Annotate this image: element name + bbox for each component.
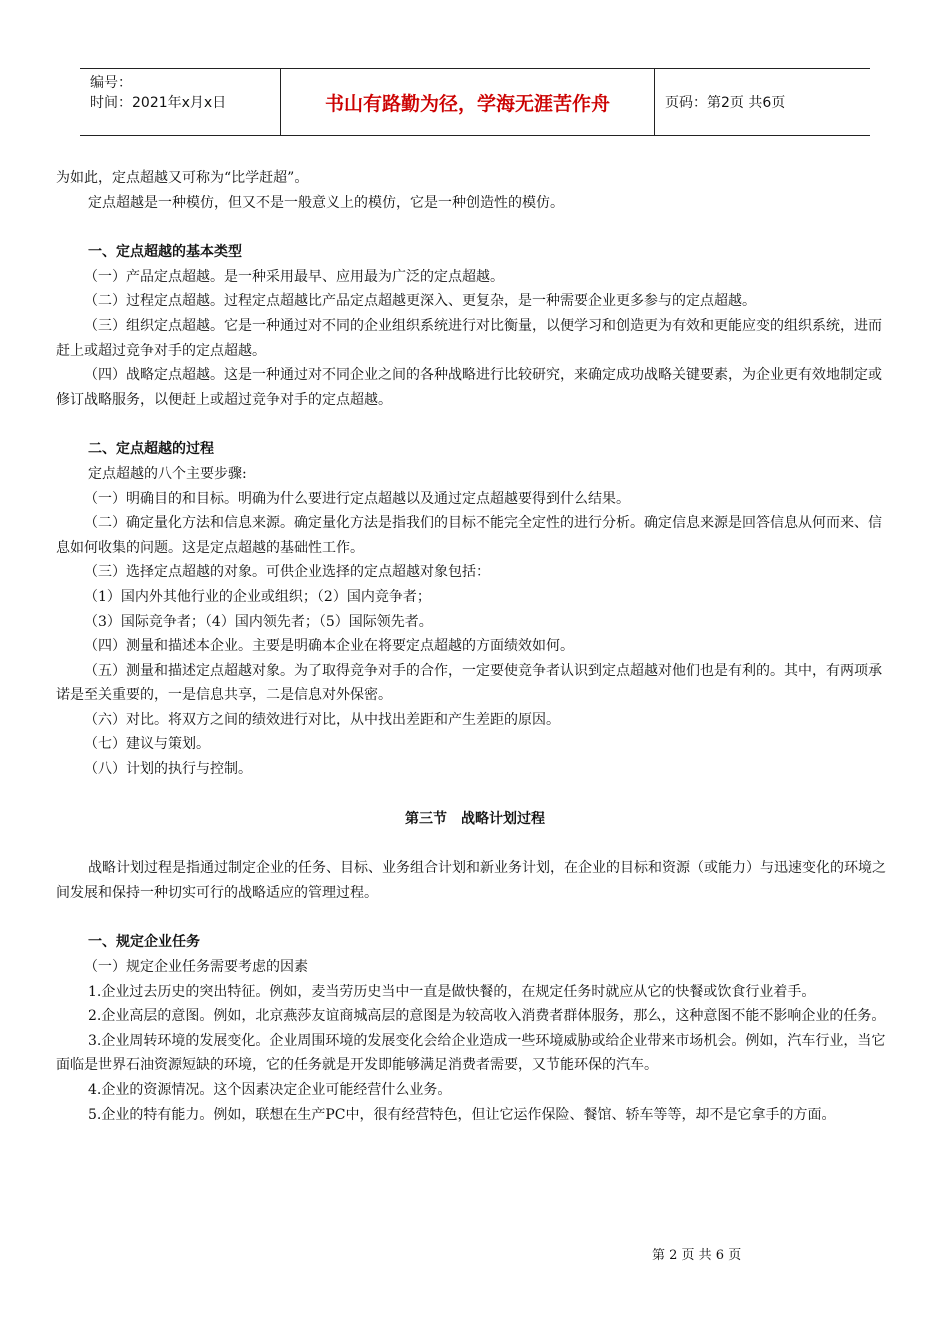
list-item: （3）国际竞争者；（4）国内领先者；（5）国际领先者。 [84,613,433,630]
chapter-section-title: 第三节 战略计划过程 [405,810,545,827]
list-item: （1）国内外其他行业的企业或组织；（2）国内竞争者； [84,588,431,605]
section-heading: 二、定点超越的过程 [88,441,214,458]
list-item: （三）选择定点超越的对象。可供企业选择的定点超越对象包括： [84,564,490,581]
list-item: （三）组织定点超越。它是一种通过对不同的企业组织系统进行对比衡量，以便学习和创造更为有效和更能应变的组织系统，进而赶上或超过竞争对手的定点超越。 [56,317,882,359]
list-item: 5.企业的特有能力。例如，联想在生产PC中，很有经营特色，但让它运作保险、餐馆、轿车等等，却不是它拿手的方面。 [88,1106,836,1123]
header-time-label: 时间：2021年x月x日 [90,95,227,111]
list-item: （五）测量和描述定点超越对象。为了取得竞争对手的合作，一定要使竞争者认识到定点超越对他们也是有利的。其中，有两项承诺是至关重要的，一是信息共享，二是信息对外保密。 [56,662,882,704]
list-item: 1.企业过去历史的突出特征。例如，麦当劳历史当中一直是做快餐的，在规定任务时就应从它的快餐或饮食行业着手。 [88,983,816,1000]
header-number-label: 编号： [90,75,132,91]
document-body [56,166,894,1127]
header-page-info: 页码：第2页 共6页 [665,95,786,111]
list-item: 4.企业的资源情况。这个因素决定企业可能经营什么业务。 [88,1082,452,1098]
list-item: （六）对比。将双方之间的绩效进行对比，从中找出差距和产生差距的原因。 [84,711,560,728]
list-item: 2.企业高层的意图。例如，北京燕莎友谊商城高层的意图是为较高收入消费者群体服务，那么，这种意图不能不影响企业的任务。 [88,1008,886,1025]
list-item: （二）确定量化方法和信息来源。确定量化方法是指我们的目标不能完全定性的进行分析。确定信息来源是回答信息从何而来、信息如何收集的问题。这是定点超越的基础性工作。 [56,515,882,556]
list-item: （四）战略定点超越。这是一种通过对不同企业之间的各种战略进行比较研究，来确定成功战略关键要素，为企业更有效地制定或修订战略服务，以便赶上或超过竞争对手的定点超越。 [56,367,882,408]
section-heading: 一、定点超越的基本类型 [88,244,242,261]
paragraph: 定点超越的八个主要步骤: [88,465,247,482]
list-item: 3.企业周转环境的发展变化。企业周围环境的发展变化会给企业造成一些环境威胁或给企业带来市场机会。例如，汽车行业，当它面临是世界石油资源短缺的环境，它的任务就是开发即能够满足消费者需要，又节能环保的汽车。 [56,1032,886,1074]
list-item: （一）产品定点超越。是一种采用最早、应用最为广泛的定点超越。 [84,268,504,285]
list-item: （七）建议与策划。 [84,736,210,753]
list-item: （八）计划的执行与控制。 [84,761,252,778]
header-motto: 书山有路勤为径，学海无涯苦作舟 [280,69,655,135]
subsection-heading: （一）规定企业任务需要考虑的因素 [84,959,308,976]
paragraph: 战略计划过程是指通过制定企业的任务、目标、业务组合计划和新业务计划，在企业的目标和资源（或能力）与迅速变化的环境之间发展和保持一种切实可行的战略适应的管理过程。 [56,860,886,901]
page-footer: 第 2 页 共 6 页 [652,1248,742,1263]
list-item: （四）测量和描述本企业。主要是明确本企业在将要定点超越的方面绩效如何。 [84,638,574,655]
list-item: （一）明确目的和目标。明确为什么要进行定点超越以及通过定点超越要得到什么结果。 [84,490,630,507]
page-header [80,68,870,136]
paragraph: 定点超越是一种模仿，但又不是一般意义上的模仿，它是一种创造性的模仿。 [88,194,564,211]
list-item: （二）过程定点超越。过程定点超越比产品定点超越更深入、更复杂，是一种需要企业更多参与的定点超越。 [84,293,756,310]
paragraph: 为如此，定点超越又可称为“比学赶超”。 [56,170,309,186]
header-meta [80,69,280,135]
section-heading: 一、规定企业任务 [88,934,200,951]
